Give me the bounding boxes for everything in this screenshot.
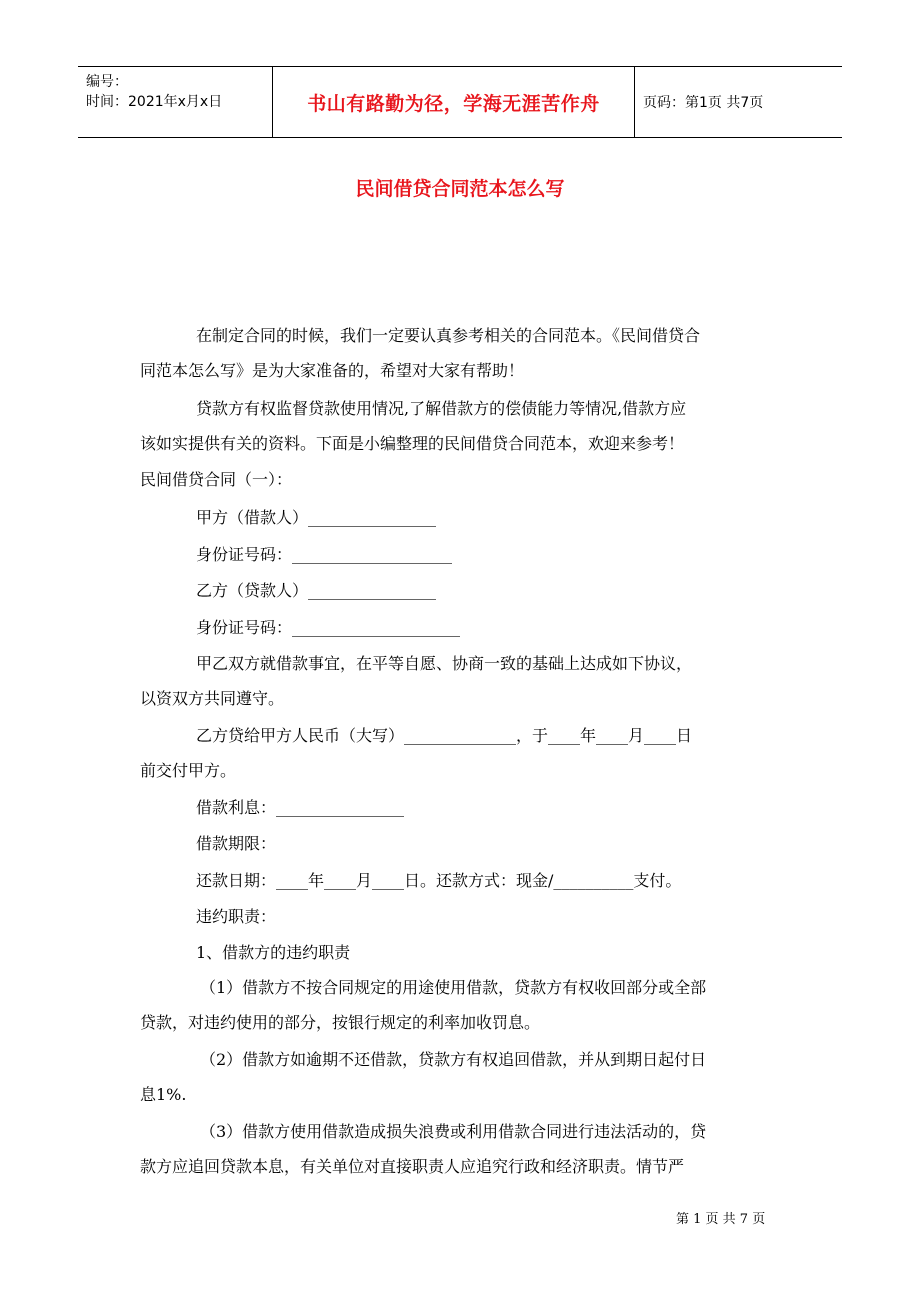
body-line: 前交付甲方。 bbox=[140, 761, 237, 780]
serial-label: 编号： bbox=[86, 74, 128, 90]
party-a-line: 甲方（借款人）________________ bbox=[196, 508, 437, 527]
document-title: 民间借贷合同范本怎么写 bbox=[355, 178, 565, 200]
header-page-cell bbox=[635, 67, 842, 137]
clause-line: 款方应追回贷款本息，有关单位对直接职责人应追究行政和经济职责。情节严 bbox=[140, 1157, 685, 1176]
motto: 书山有路勤为径，学海无涯苦作舟 bbox=[307, 92, 600, 115]
body-line: 同范本怎么写》是为大家准备的，希望对大家有帮助！ bbox=[140, 361, 525, 380]
id-number-line: 身份证号码：_____________________ bbox=[196, 618, 461, 637]
breach-heading: 违约职责： bbox=[196, 907, 277, 926]
interest-line: 借款利息：________________ bbox=[196, 798, 405, 817]
clause-line: （3）借款方使用借款造成损失浪费或利用借款合同进行违法活动的，贷 bbox=[200, 1122, 707, 1141]
header-motto-cell bbox=[273, 67, 635, 137]
page-footer: 第 1 页 共 7 页 bbox=[676, 1212, 766, 1227]
header-meta-cell bbox=[78, 67, 273, 137]
header-table bbox=[78, 66, 842, 138]
breach-subheading: 1、借款方的违约职责 bbox=[196, 943, 351, 962]
party-b-line: 乙方（贷款人）________________ bbox=[196, 581, 437, 600]
body-line: 以资双方共同遵守。 bbox=[140, 689, 285, 708]
loan-amount-line: 乙方贷给甲方人民币（大写）______________，于____年____月____日 bbox=[196, 726, 693, 745]
repayment-line: 还款日期：____年____月____日。还款方式：现金/__________支付。 bbox=[196, 871, 682, 890]
body-line: 在制定合同的时候，我们一定要认真参考相关的合同范本。《民间借贷合 bbox=[196, 326, 701, 345]
clause-line: （1）借款方不按合同规定的用途使用借款，贷款方有权收回部分或全部 bbox=[200, 978, 707, 997]
body-line: 甲乙双方就借款事宜，在平等自愿、协商一致的基础上达成如下协议， bbox=[196, 654, 693, 673]
page-code: 页码：第1页 共7页 bbox=[643, 95, 764, 111]
id-number-line: 身份证号码：____________________ bbox=[196, 545, 453, 564]
section-heading: 民间借贷合同（一）： bbox=[140, 470, 293, 489]
body-line: 该如实提供有关的资料。下面是小编整理的民间借贷合同范本，欢迎来参考！ bbox=[140, 434, 685, 453]
clause-line: （2）借款方如逾期不还借款，贷款方有权追回借款，并从到期日起付日 bbox=[200, 1050, 707, 1069]
clause-line: 贷款，对违约使用的部分，按银行规定的利率加收罚息。 bbox=[140, 1013, 541, 1032]
time-label: 时间：2021年x月x日 bbox=[86, 94, 223, 110]
term-line: 借款期限： bbox=[196, 834, 277, 853]
body-line: 贷款方有权监督贷款使用情况,了解借款方的偿债能力等情况,借款方应 bbox=[196, 399, 687, 418]
clause-line: 息1%. bbox=[140, 1085, 187, 1104]
